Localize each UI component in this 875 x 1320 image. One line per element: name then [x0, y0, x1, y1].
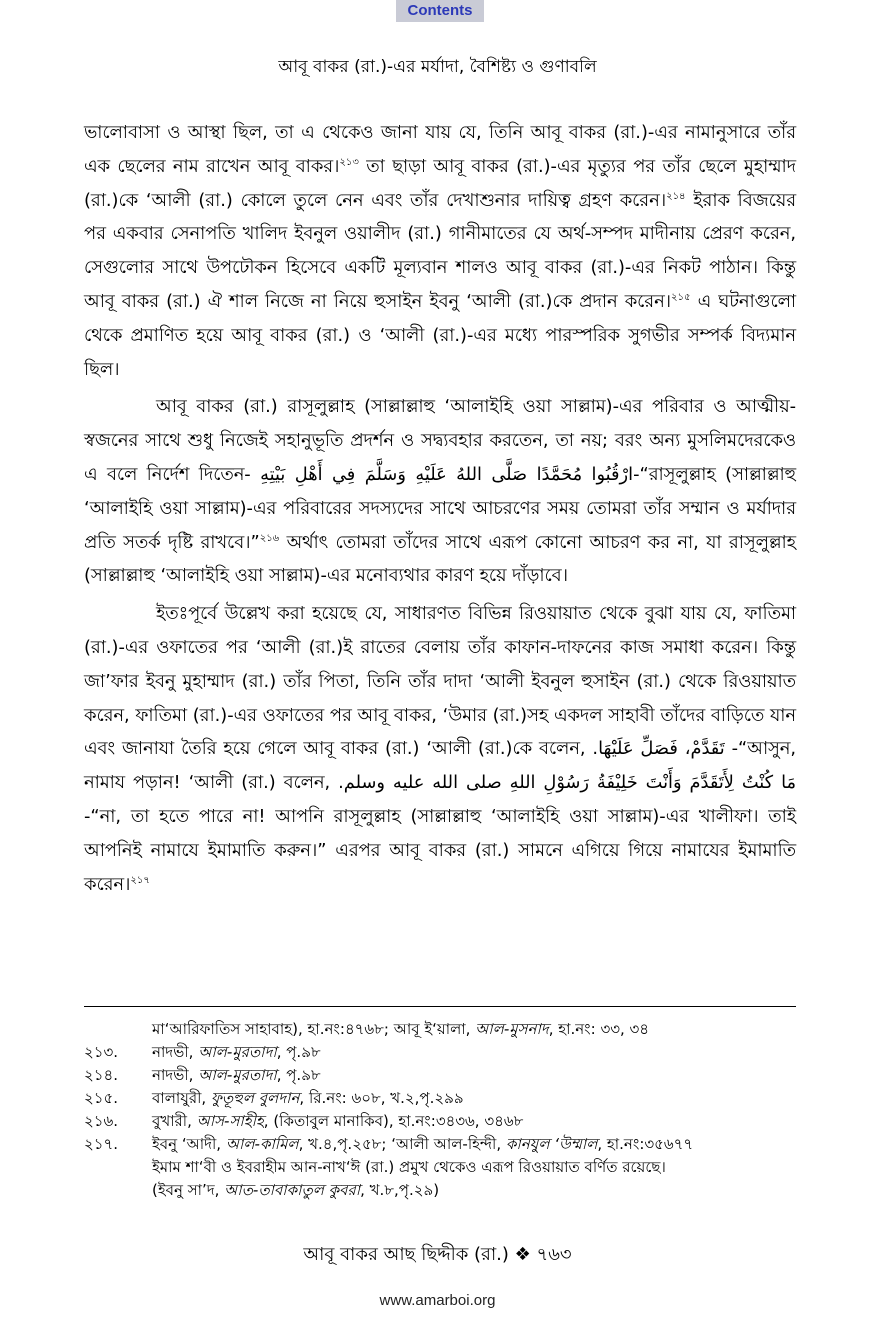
footnote-number: ২১৬.: [84, 1112, 119, 1130]
footnote-text: , খ.৪,পৃ.২৫৮; ‘আলী আল-হিন্দী,: [298, 1135, 506, 1153]
arabic-quote: مَا كُنْتُ لِأَتَقَدَّمَ وَأَنْتَ خَلِيْفَةُ رَسُوْلِ اللهِ صلى الله عليه وسلم.: [338, 772, 797, 794]
footnote-213: [84, 1041, 796, 1064]
running-header: আবূ বাকর (রা.)-এর মর্যাদা, বৈশিষ্ট্য ও গুণাবলি: [278, 57, 597, 77]
paragraph-text: এ ঘটনাগুলো থেকে প্রমাণিত হয়ে আবূ বাকর (রা.) ও ‘আলী (রা.)-এর মধ্যে পারস্পরিক সুগভীর সম্পর্ক বিদ্যমান ছিল।: [84, 290, 796, 380]
footnote-text: (ইবনু সা’দ,: [152, 1181, 225, 1199]
footnote-divider: [84, 1006, 796, 1007]
paragraph-text: -“রাসূলুল্লাহ (সাল্লাল্লাহু ‘আলাইহি ওয়া সাল্লাম)-এর পরিবারের সদস্যদের সাথে আচরণের সময় তোমরা তাঁর সম্মান ও মর্যাদার প্রতি সতর্ক দৃষ্টি রাখবে।”: [84, 463, 796, 553]
footnote-216: [84, 1110, 796, 1133]
paragraph-3: [84, 597, 796, 901]
footnote-number: ২১৫.: [84, 1089, 118, 1107]
footnote-title: কানযুল ‘উম্মাল: [505, 1135, 598, 1153]
paragraph-text: ইতঃপূর্বে উল্লেখ করা হয়েছে যে, সাধারণত বিভিন্ন রিওয়ায়াত থেকে বুঝা যায় যে, ফাতিমা (রা.)-এর ওফাতের পর ‘আলী (রা.)ই রাতের বেলায় তাঁর কাফান-দাফনের কাজ সমাধা করেন। কিন্তু জা’ফার ইবনু মুহাম্মাদ (রা.) তাঁর পিতা, তিনি তাঁর দাদা ‘আলী ইবনুল হুসাইন (রা.) থেকে রিওয়ায়াত করেন, ফাতিমা (রা.)-এর ওফাতের পর আবূ বাকর, ‘উমার (রা.)সহ একদল সাহাবী তাঁদের বাড়িতে যান এবং জানাযা তৈরি হয়ে গেলে আবূ বাকর (রা.) ‘আলী (রা.)কে বলেন,: [84, 603, 796, 760]
arabic-quote: ارْقُبُوا مُحَمَّدًا صَلَّى اللهُ عَلَيْهِ وَسَلَّمَ فِي أَهْلِ بَيْتِهِ: [260, 463, 634, 485]
paragraph-text: -“আসুন, নামায পড়ান! ‘আলী (রা.) বলেন,: [84, 738, 796, 794]
footnote-text: মা‘আরিফাতিস সাহাবাহ), হা.নং:৪৭৬৮; আবূ ই‘য়ালা,: [152, 1020, 476, 1038]
footnote-ref[interactable]: ২১৬: [259, 532, 280, 544]
footnote-text: , খ.৮,পৃ.২৯): [360, 1181, 440, 1199]
footnote-ref[interactable]: ২১৫: [671, 292, 691, 304]
arabic-quote: تَقَدَّمْ، فَصَلِّ عَلَيْهَا.: [592, 738, 725, 760]
paragraph-text: আবূ বাকর (রা.) রাসূলুল্লাহ (সাল্লাল্লাহু ‘আলাইহি ওয়া সাল্লাম)-এর পরিবার ও আত্মীয়-স্বজনের সাথে শুধু নিজেই সহানুভূতি প্রদর্শন ও সদ্ব্যবহার করতেন, তা নয়; বরং অন্য মুসলিমদেরকেও এ বলে নির্দেশ দিতেন-: [84, 396, 796, 485]
footnote-title: আল-মুরতাদা: [198, 1066, 277, 1084]
footnote-body: [152, 1087, 796, 1110]
paragraph-1: [84, 116, 796, 386]
footnote-title: আল-মুসনাদ: [475, 1020, 549, 1038]
paragraph-text: অর্থাৎ তোমরা তাঁদের সাথে এরূপ কোনো আচরণ কর না, যা রাসূলুল্লাহ (সাল্লাল্লাহু ‘আলাইহি ওয়া সাল্লাম)-এর মনোব্যথার কারণ হয়ে দাঁড়াবে।: [84, 531, 797, 587]
footnote-215: [84, 1087, 796, 1110]
paragraph-text: ভালোবাসা ও আস্থা ছিল, তা এ থেকেও জানা যায় যে, তিনি আবূ বাকর (রা.)-এর নামানুসারে তাঁর এক ছেলের নাম রাখেন আবূ বাকর।: [84, 122, 796, 177]
footnote-number: ২১৪.: [84, 1066, 118, 1084]
footnote-title: আল-মুরতাদা: [198, 1043, 277, 1061]
footnote-body: [152, 1133, 796, 1202]
footnote-ref[interactable]: ২১৩: [339, 156, 359, 168]
footnote-number: ২১৩.: [84, 1043, 119, 1061]
body-text: [84, 116, 796, 901]
paragraph-text: ইরাক বিজয়ের পর একবার সেনাপতি খালিদ ইবনুল ওয়ালীদ (রা.) গানীমাতের যে অর্থ-সম্পদ মাদীনায় প্রেরণ করেন, সেগুলোর সাথে উপঢৌকন হিসেবে একটি মূল্যবান শালও আবূ বাকর (রা.)-এর নিকট পাঠান। কিন্তু আবূ বাকর (রা.) ঐ শাল নিজে না নিয়ে হুসাইন ইবনু ‘আলী (রা.)কে প্রদান করেন।: [84, 189, 796, 312]
footnote-text: , হা.নং: ৩৩, ৩৪: [548, 1020, 649, 1038]
footnote-text: নাদভী,: [152, 1066, 199, 1084]
footnotes: [84, 1018, 796, 1202]
footnote-text: বালাযুরী,: [152, 1089, 211, 1107]
footnote-text: , রি.নং: ৬০৮, খ.২,পৃ.২৯৯: [299, 1089, 464, 1107]
page-footer: আবূ বাকর আছ ছিদ্দীক (রা.) ❖ ৭৬৩: [303, 1244, 572, 1265]
footnote-title: আল-কামিল: [225, 1135, 299, 1153]
footnote-body: [152, 1041, 796, 1064]
footnote-text: , পৃ.৯৮: [276, 1066, 321, 1084]
footnote-title: আত-তাবাকাতুল কুবরা: [224, 1181, 361, 1199]
footnote-text: নাদভী,: [152, 1043, 199, 1061]
contents-button[interactable]: Contents: [396, 0, 484, 22]
footnote-text: ইমাম শা‘বী ও ইবরাহীম আন-নাখ‘ঈ (রা.) প্রমুখ থেকেও এরূপ রিওয়ায়াত বর্ণিত রয়েছে।: [152, 1158, 666, 1176]
footnote-217: [84, 1133, 796, 1202]
footnote-body: [152, 1064, 796, 1087]
footnote-ref[interactable]: ২১৭: [130, 874, 150, 886]
footnote-continuation: [84, 1018, 796, 1041]
paragraph-2: [84, 390, 796, 593]
footnote-text: বুখারী,: [152, 1112, 197, 1130]
footnote-ref[interactable]: ২১৪: [666, 190, 686, 202]
footnote-text: , (কিতাবুল মানাকিব), হা.নং:৩৪৩৬, ৩৪৬৮: [263, 1112, 524, 1130]
footnote-title: আস-সাহীহ: [196, 1112, 264, 1130]
footnote-text: , পৃ.৯৮: [276, 1043, 321, 1061]
website-link[interactable]: www.amarboi.org: [379, 1292, 496, 1309]
footnote-text: ইবনু ‘আদী,: [152, 1135, 226, 1153]
footnote-body: [152, 1110, 796, 1133]
footnote-text: , হা.নং:৩৫৬৭৭: [597, 1135, 694, 1153]
footnote-title: ফুতূহুল বুলদান: [210, 1089, 300, 1107]
paragraph-text: তা ছাড়া আবূ বাকর (রা.)-এর মৃত্যুর পর তাঁর ছেলে মুহাম্মাদ (রা.)কে ‘আলী (রা.) কোলে তুলে নেন এবং তাঁর দেখাশুনার দায়িত্ব গ্রহণ করেন।: [84, 155, 796, 211]
footnote-number: ২১৭.: [84, 1135, 119, 1153]
paragraph-text: -“না, তা হতে পারে না! আপনি রাসূলুল্লাহ (সাল্লাল্লাহু ‘আলাইহি ওয়া সাল্লাম)-এর খালীফা। তাই আপনিই নামাযে ইমামাতি করুন।” এরপর আবূ বাকর (রা.) সামনে এগিয়ে গিয়ে নামাযের ইমামাতি করেন।: [84, 805, 796, 895]
footnote-214: [84, 1064, 796, 1087]
